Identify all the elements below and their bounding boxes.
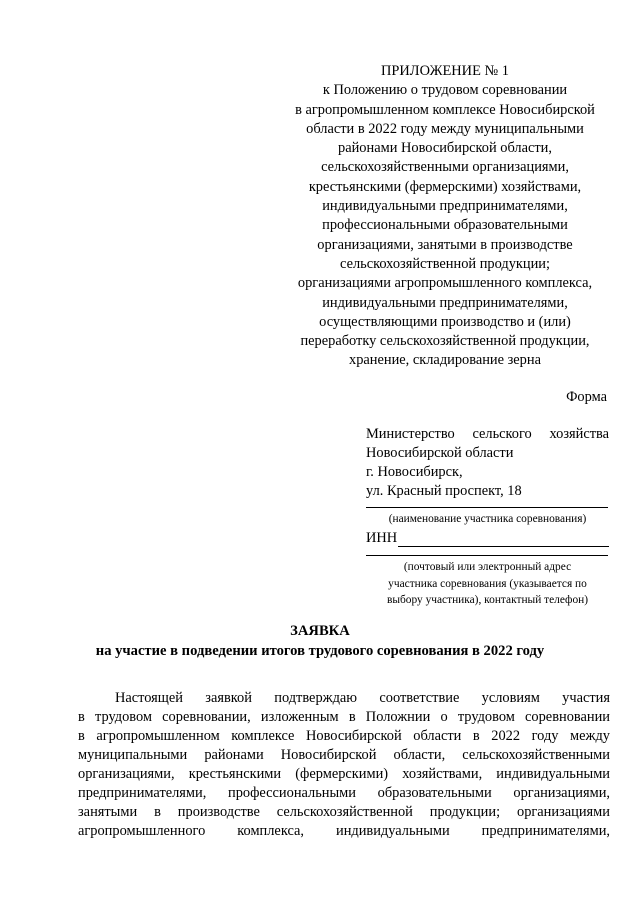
- appendix-line: сельскохозяйственной продукции;: [340, 255, 550, 272]
- caption-line: участника соревнования (указывается по: [388, 577, 587, 590]
- inn-row: [366, 529, 609, 547]
- title-sub: на участие в подведении итогов трудового соревнования в 2022 году: [95, 643, 545, 659]
- body-line: организациями, крестьянскими (фермерскими) хозяйствами, индивидуальными: [78, 766, 610, 782]
- body-line: занятыми в производстве сельскохозяйственной продукции; организациями: [78, 804, 610, 820]
- appendix-line: индивидуальными предпринимателями,: [322, 198, 568, 215]
- participant-name-caption: [366, 511, 609, 528]
- body-line: муниципальными районами Новосибирской области, сельскохозяйственными: [78, 747, 610, 763]
- appendix-line: индивидуальными предпринимателями,: [322, 294, 568, 311]
- appendix-line: осуществляющими производство и (или): [319, 313, 571, 330]
- appendix-line: организациями агропромышленного комплекса,: [297, 275, 593, 292]
- body-line: агропромышленного комплекса, индивидуальными предпринимателями,: [78, 823, 610, 839]
- addressee-line: г. Новосибирск,: [366, 464, 463, 480]
- form-label: Форма: [566, 389, 607, 405]
- body-paragraph: [78, 689, 610, 841]
- body-line: в трудовом соревновании, изложенным в Положнии о трудовом соревновании: [78, 709, 610, 725]
- appendix-line: крестьянскими (фермерскими) хозяйствами,: [308, 178, 582, 195]
- contact-field[interactable]: [366, 555, 608, 556]
- caption-line: (наименование участника соревнования): [388, 513, 587, 525]
- appendix-line: организациями, занятыми в производстве: [317, 236, 573, 253]
- contact-caption: [366, 559, 609, 609]
- inn-label: ИНН: [366, 530, 398, 546]
- inn-field[interactable]: [398, 533, 609, 547]
- appendix-line: сельскохозяйственными организациями,: [321, 159, 569, 176]
- addressee-line: Министерство сельского хозяйства: [366, 426, 609, 442]
- caption-line: (почтовый или электронный адрес: [403, 561, 572, 573]
- addressee-line: ул. Красный проспект, 18: [366, 483, 522, 499]
- participant-name-field[interactable]: [366, 507, 608, 508]
- appendix-line: области в 2022 году между муниципальными: [306, 120, 584, 137]
- caption-line: выбору участника), контактный телефон): [386, 594, 589, 606]
- appendix-title: ПРИЛОЖЕНИЕ № 1: [381, 63, 509, 79]
- appendix-line: профессиональными образовательными: [322, 217, 568, 234]
- body-line: Настоящей заявкой подтверждаю соответствие условиям участия: [115, 690, 610, 706]
- appendix-line: хранение, складирование зерна: [349, 352, 541, 369]
- appendix-line: переработку сельскохозяйственной продукции,: [300, 333, 590, 350]
- body-line: предпринимателями, профессиональными образовательными организациями,: [78, 785, 610, 801]
- appendix-line: в агропромышленном комплексе Новосибирской: [295, 101, 595, 118]
- title-main: ЗАЯВКА: [290, 623, 350, 639]
- appendix-line: к Положению о трудовом соревновании: [322, 82, 568, 99]
- addressee-block: [366, 425, 609, 501]
- body-line: в агропромышленном комплексе Новосибирской области в 2022 году между: [78, 728, 610, 744]
- addressee-line: Новосибирской области: [366, 445, 514, 461]
- appendix-line: районами Новосибирской области,: [338, 140, 552, 157]
- document-title: [0, 621, 640, 661]
- appendix-header: [270, 62, 620, 371]
